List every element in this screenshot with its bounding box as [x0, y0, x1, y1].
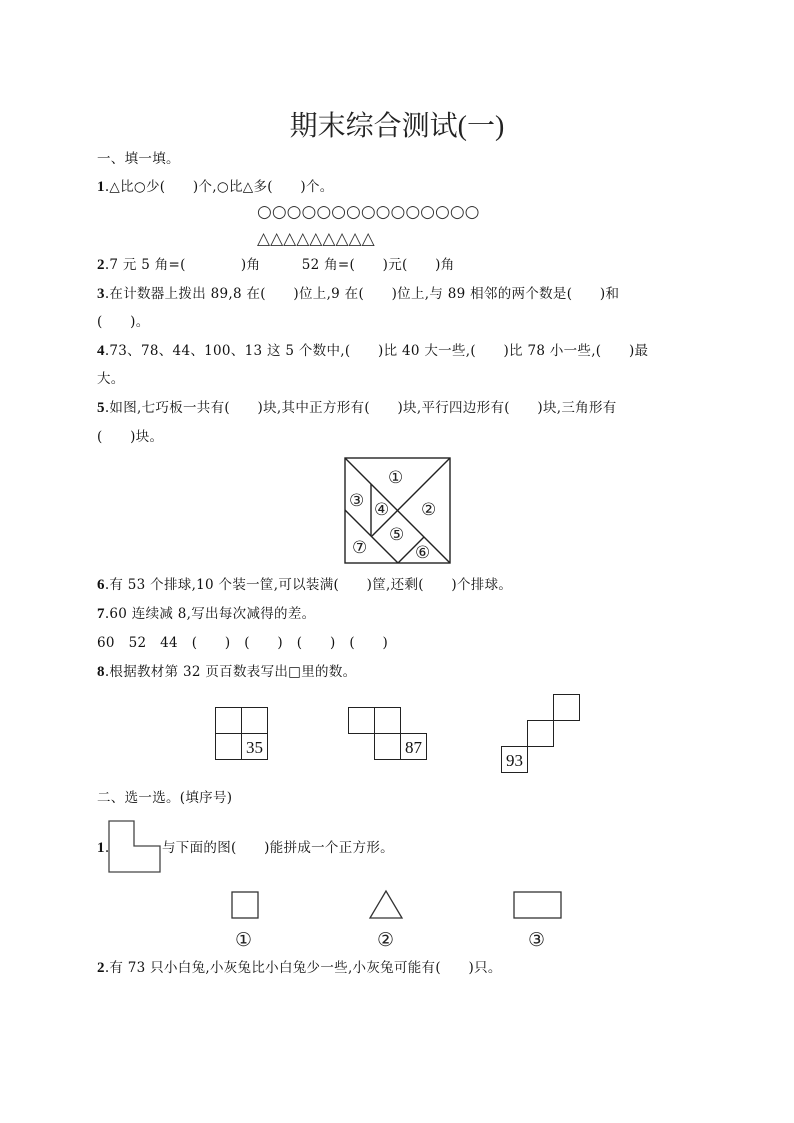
- circles-row: ○○○○○○○○○○○○○○○: [257, 202, 480, 222]
- page-title: 期末综合测试(一): [289, 111, 505, 142]
- grid-cell-value: 87: [400, 733, 427, 760]
- question-7-sequence: 60 52 44 ( ) ( ) ( ) ( ): [97, 635, 389, 651]
- section2-question-2: [97, 959, 502, 977]
- question-number: 4: [97, 343, 105, 359]
- tangram-label-1: ①: [388, 468, 404, 488]
- question-text: .△比○少( )个,○比△多( )个。: [104, 179, 334, 195]
- tangram-label-4: ④: [374, 500, 390, 520]
- question-3-continued: ( )。: [97, 314, 150, 330]
- question-number: 7: [97, 606, 105, 622]
- question-number: 2: [97, 257, 105, 273]
- tangram-label-3: ③: [349, 491, 365, 511]
- tangram-label-7: ⑦: [352, 538, 368, 558]
- section2-question-1-text: 与下面的图( )能拼成一个正方形。: [162, 840, 394, 856]
- question-text: .在计数器上拨出 89,8 在( )位上,9 在( )位上,与 89 相邻的两个数是( )和: [104, 286, 620, 302]
- question-number: 5: [97, 400, 105, 416]
- question-text: .根据教材第 32 页百数表写出□里的数。: [104, 664, 357, 680]
- section2-heading: 二、选一选。(填序号): [97, 790, 233, 806]
- tangram-label-6: ⑥: [415, 543, 431, 563]
- question-number: 6: [97, 577, 105, 593]
- tangram-label-5: ⑤: [389, 525, 405, 545]
- section1-heading: 一、填一填。: [97, 151, 180, 167]
- rectangle-shape: [514, 892, 561, 918]
- question-number: 8: [97, 664, 105, 680]
- square-shape: [232, 892, 258, 918]
- question-text: .7 元 5 角=( )角 52 角=( )元( )角: [104, 257, 455, 273]
- grid-cell-value: 35: [241, 733, 268, 760]
- question-4-continued: 大。: [97, 371, 125, 387]
- triangles-row: △△△△△△△△△: [257, 229, 375, 249]
- tangram-label-2: ②: [421, 500, 437, 520]
- question-text: .有 73 只小白兔,小灰兔比小白兔少一些,小灰兔可能有( )只。: [104, 960, 502, 976]
- grid-cell-value: 93: [501, 746, 528, 773]
- option-label-1: ①: [235, 929, 253, 951]
- question-number: 1: [97, 840, 105, 856]
- question-text: .如图,七巧板一共有( )块,其中正方形有( )块,平行四边形有( )块,三角形有: [104, 400, 617, 416]
- question-number: 2: [97, 960, 105, 976]
- question-text: .73、78、44、100、13 这 5 个数中,( )比 40 大一些,( )比 78 小一些,( )最: [104, 343, 649, 359]
- option-label-3: ③: [528, 929, 546, 951]
- option-label-2: ②: [377, 929, 395, 951]
- question-number: 1: [97, 179, 105, 195]
- question-number: 3: [97, 286, 105, 302]
- question-text: .60 连续减 8,写出每次减得的差。: [104, 606, 316, 622]
- question-text: .有 53 个排球,10 个装一筐,可以装满( )筐,还剩( )个排球。: [104, 577, 513, 593]
- question-5-continued: ( )块。: [97, 429, 164, 445]
- section2-question-1-number: 1.: [97, 840, 110, 856]
- triangle-shape: [370, 891, 402, 918]
